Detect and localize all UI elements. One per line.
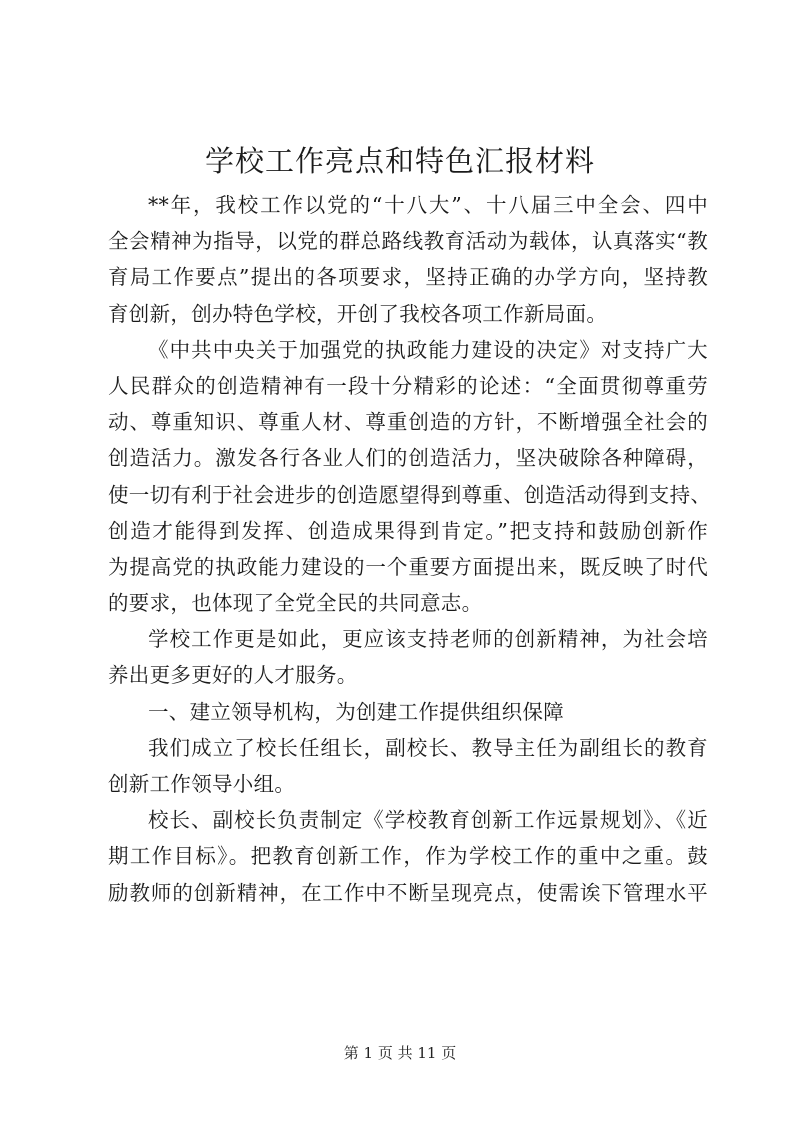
text-line: 创新工作领导小组。 [108, 772, 296, 796]
text-line: 育创新，创办特色学校，开创了我校各项工作新局面。 [108, 301, 608, 326]
text-line: 我们成立了校长任组长，副校长、教导主任为副组长的教育 [148, 735, 708, 760]
text-line: 全会精神为指导，以党的群总路线教育活动为载体，认真落实“教 [108, 229, 708, 254]
text-line: 一、建立领导机构，为创建工作提供组织保障 [148, 699, 564, 724]
text-line: 期工作目标》。把教育创新工作，作为学校工作的重中之重。鼓 [108, 844, 708, 869]
text-line: 为提高党的执政能力建设的一个重要方面提出来，既反映了时代 [108, 554, 708, 579]
text-line: 动、尊重知识、尊重人材、尊重创造的方针，不断增强全社会的 [108, 410, 708, 435]
document-title: 学校工作亮点和特色汇报材料 [204, 144, 595, 178]
text-line: 校长、副校长负责制定《学校教育创新工作远景规划》、《近 [148, 808, 708, 833]
document-body [108, 187, 712, 911]
text-line: 养出更多更好的人才服务。 [108, 663, 358, 688]
text-line: 创造活力。激发各行各业人们的创造活力，坚决破除各种障碍， [108, 446, 708, 471]
text-line: 育局工作要点”提出的各项要求，坚持正确的办学方向，坚持教 [108, 265, 708, 290]
text-line: 使一切有利于社会进步的创造愿望得到尊重、创造活动得到支持、 [108, 482, 712, 507]
text-line: 的要求，也体现了全党全民的共同意志。 [108, 591, 483, 616]
page-number-footer: 第 1 页 共 11 页 [343, 1044, 457, 1062]
text-line: 《中共中央关于加强党的执政能力建设的决定》对支持广大 [148, 337, 708, 362]
text-line: 创造才能得到发挥、创造成果得到肯定。”把支持和鼓励创新作 [108, 518, 708, 543]
text-line: 励教师的创新精神，在工作中不断呈现亮点，使需诶下管理水平 [108, 880, 708, 905]
text-line: 人民群众的创造精神有一段十分精彩的论述：“全面贯彻尊重劳 [108, 373, 708, 398]
text-line: 学校工作更是如此，更应该支持老师的创新精神，为社会培 [148, 627, 708, 652]
text-line: **年，我校工作以党的“十八大”、十八届三中全会、四中 [148, 193, 708, 217]
